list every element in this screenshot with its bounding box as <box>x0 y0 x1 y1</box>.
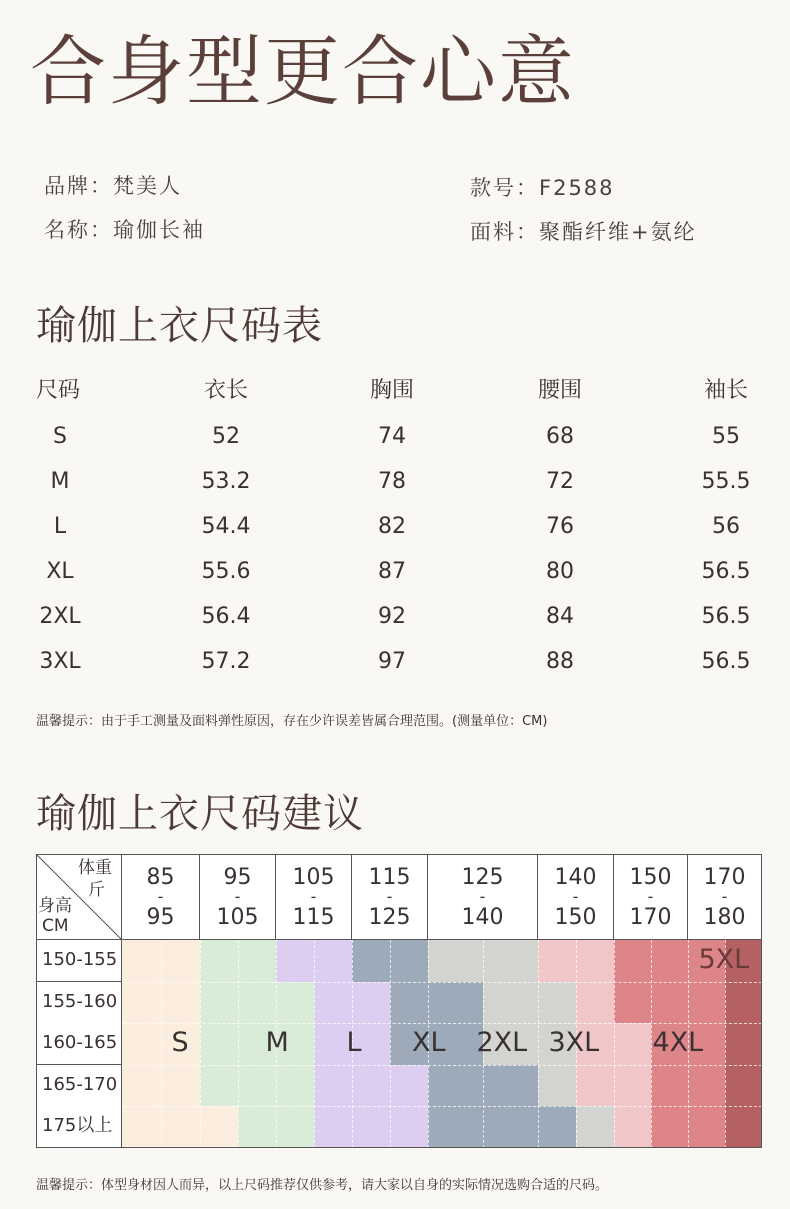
size-recommendation-grid <box>36 854 762 1148</box>
size-zone-cell <box>725 1065 762 1107</box>
grid-dash-vertical <box>314 940 315 1148</box>
size-zone-cell <box>483 982 538 1024</box>
size-zone-cell <box>314 1065 352 1107</box>
size-zone-cell <box>276 1106 314 1148</box>
column-header: 胸围 <box>369 378 414 403</box>
weight-header-cell <box>200 854 276 940</box>
grid-dash-horizontal <box>122 1065 762 1066</box>
table-cell: 84 <box>546 604 574 629</box>
name-value: 瑜伽长袖 <box>113 218 205 242</box>
page-title: 合身型更合心意 <box>30 27 576 116</box>
table-cell: 78 <box>378 469 406 494</box>
size-label-4xl: 4XL <box>652 1027 704 1059</box>
model-value: F2588 <box>539 176 615 200</box>
weight-range-line: 85 <box>146 865 175 890</box>
size-zone-cell <box>390 1106 428 1148</box>
weight-range-line: - <box>572 887 579 906</box>
weight-header-cell <box>122 854 200 940</box>
table-cell: 56 <box>712 514 740 539</box>
size-zone-cell <box>276 940 314 982</box>
size-zone-cell <box>238 1065 276 1107</box>
size-zone-cell <box>200 982 238 1024</box>
size-zone-cell <box>614 940 651 982</box>
weight-range-line: 180 <box>703 905 746 930</box>
weight-range-line: 125 <box>368 905 411 930</box>
column-header: 腰围 <box>537 378 582 403</box>
weight-header-cell <box>428 854 538 940</box>
weight-range-line: 115 <box>368 865 411 890</box>
table-cell: 55 <box>712 424 740 449</box>
size-zone-cell <box>352 982 390 1024</box>
weight-range-line: 150 <box>629 865 672 890</box>
weight-header-cell <box>276 854 352 940</box>
table-cell: 52 <box>212 424 240 449</box>
table-cell: 74 <box>378 424 406 449</box>
grid-dash-horizontal <box>122 1023 762 1024</box>
model-label: 款号： <box>470 176 539 200</box>
weight-range-line: 105 <box>216 905 259 930</box>
name-info <box>44 214 205 244</box>
height-row-label: 155-160 <box>36 982 122 1024</box>
size-zone-cell <box>314 940 352 982</box>
size-zone-cell <box>576 940 614 982</box>
table-row <box>0 504 790 549</box>
size-zone-cell <box>352 1106 390 1148</box>
size-zone-cell <box>614 1106 651 1148</box>
size-zone-cell <box>538 1065 576 1107</box>
recommendation-note: 温馨提示：体型身材因人而异，以上尺码推荐仅供参考，请大家以自身的实际情况选购合适的尺码。 <box>36 1178 609 1193</box>
table-cell: 87 <box>378 559 406 584</box>
table-cell: 56.5 <box>701 604 751 629</box>
weight-range-line: - <box>721 887 728 906</box>
size-zone-cell <box>122 1065 161 1107</box>
size-zone-cell <box>161 1065 200 1107</box>
grid-dash-vertical <box>390 940 391 1148</box>
table-cell: 72 <box>546 469 574 494</box>
table-cell: 97 <box>378 649 406 674</box>
size-zone-cell <box>538 982 576 1024</box>
table-cell: 3XL <box>39 649 81 674</box>
size-zone-cell <box>428 1106 483 1148</box>
size-zone-cell <box>200 1023 238 1065</box>
size-zone-cell <box>725 1106 762 1148</box>
size-zone-cell <box>688 1106 725 1148</box>
size-zone-cell <box>276 982 314 1024</box>
size-zone-cell <box>651 940 688 982</box>
table-cell: 53.2 <box>201 469 251 494</box>
size-label-m: M <box>265 1027 289 1059</box>
table-row <box>0 639 790 684</box>
grid-dash-horizontal <box>122 1106 762 1107</box>
weight-range-line: - <box>479 887 486 906</box>
size-zone-cell <box>122 1023 161 1065</box>
size-chart-header <box>0 368 790 413</box>
table-cell: 2XL <box>39 604 81 629</box>
column-header: 尺码 <box>36 378 81 403</box>
grid-dash-vertical <box>614 940 615 1148</box>
weight-range-line: 170 <box>629 905 672 930</box>
size-zone-cell <box>122 982 161 1024</box>
column-header: 袖长 <box>703 378 748 403</box>
size-zone-cell <box>428 1065 483 1107</box>
grid-dash-vertical <box>200 940 201 1148</box>
brand-label: 品牌： <box>44 174 113 198</box>
size-zone-cell <box>200 940 238 982</box>
grid-dash-vertical <box>538 940 539 1148</box>
grid-dash-horizontal <box>122 982 762 983</box>
table-cell: S <box>53 424 67 449</box>
size-zone-cell <box>200 1106 238 1148</box>
size-zone-cell <box>576 1065 614 1107</box>
size-chart-note: 温馨提示：由于手工测量及面料弹性原因，存在少许误差皆属合理范围。(测量单位：CM) <box>36 714 548 729</box>
weight-range-line: - <box>647 887 654 906</box>
table-cell: 56.5 <box>701 649 751 674</box>
table-cell: 56.5 <box>701 559 751 584</box>
size-zone-cell <box>200 1065 238 1107</box>
size-zone-cell <box>483 1065 538 1107</box>
weight-header-cell <box>614 854 688 940</box>
table-row <box>0 549 790 594</box>
weight-range-line: - <box>234 887 241 906</box>
size-zone-cell <box>161 982 200 1024</box>
weight-range-line: - <box>310 887 317 906</box>
size-label-s: S <box>171 1027 189 1059</box>
weight-header-cell <box>688 854 762 940</box>
size-zone-cell <box>352 1065 390 1107</box>
weight-range-line: 95 <box>146 905 175 930</box>
height-row-label: 175以上 <box>36 1106 122 1148</box>
size-zone-cell <box>614 1065 651 1107</box>
table-cell: 54.4 <box>201 514 251 539</box>
size-zone-cell <box>576 1106 614 1148</box>
size-label-3xl: 3XL <box>548 1027 600 1059</box>
table-cell: XL <box>46 559 74 584</box>
weight-range-line: - <box>157 887 164 906</box>
brand-info <box>44 170 182 200</box>
weight-range-line: 105 <box>292 865 335 890</box>
fabric-value: 聚酯纤维+氨纶 <box>539 220 697 244</box>
table-cell: 80 <box>546 559 574 584</box>
grid-dash-vertical <box>238 940 239 1148</box>
weight-range-line: 125 <box>461 865 504 890</box>
corner-height-label: 身高 <box>38 896 72 916</box>
size-zone-cell <box>238 1106 276 1148</box>
table-cell: 76 <box>546 514 574 539</box>
weight-range-line: 170 <box>703 865 746 890</box>
size-zone-cell <box>538 940 576 982</box>
size-zone-cell <box>725 1023 762 1065</box>
height-row-label: 160-165 <box>36 1023 122 1065</box>
size-zone-cell <box>651 1106 688 1148</box>
table-cell: 57.2 <box>201 649 251 674</box>
size-zone-cell <box>483 940 538 982</box>
size-zone-cell <box>538 1106 576 1148</box>
table-cell: 92 <box>378 604 406 629</box>
weight-range-line: - <box>386 887 393 906</box>
size-zone-cell <box>688 1065 725 1107</box>
size-label-5xl: 5XL <box>698 944 750 975</box>
grid-corner-cell <box>36 854 122 940</box>
weight-range-line: 140 <box>461 905 504 930</box>
size-zone-cell <box>122 1106 161 1148</box>
table-row <box>0 459 790 504</box>
size-chart-title: 瑜伽上衣尺码表 <box>36 303 323 349</box>
table-cell: 68 <box>546 424 574 449</box>
size-zone-cell <box>651 1065 688 1107</box>
table-row <box>0 414 790 459</box>
weight-header-cell <box>538 854 614 940</box>
name-label: 名称： <box>44 218 113 242</box>
size-zone-cell <box>614 982 651 1024</box>
weight-range-line: 140 <box>554 865 597 890</box>
weight-range-line: 150 <box>554 905 597 930</box>
table-cell: 55.5 <box>701 469 751 494</box>
corner-weight-unit: 斤 <box>88 880 105 900</box>
size-zone-cell <box>238 940 276 982</box>
size-zone-cell <box>483 1106 538 1148</box>
size-zone-cell <box>122 940 161 982</box>
grid-dash-vertical <box>161 940 162 1148</box>
model-info <box>470 172 615 202</box>
height-row-label: 165-170 <box>36 1065 122 1107</box>
height-row-label: 150-155 <box>36 940 122 982</box>
fabric-info <box>470 216 697 246</box>
size-zone-cell <box>651 982 688 1024</box>
table-cell: M <box>50 469 70 494</box>
size-label-xl: XL <box>412 1027 446 1059</box>
size-zone-cell <box>428 982 483 1024</box>
table-cell: L <box>53 514 67 539</box>
size-label-2xl: 2XL <box>476 1027 528 1059</box>
size-zone-cell <box>314 982 352 1024</box>
size-label-l: L <box>346 1027 362 1059</box>
table-cell: 82 <box>378 514 406 539</box>
size-zone-cell <box>161 940 200 982</box>
brand-value: 梵美人 <box>113 174 182 198</box>
table-cell: 55.6 <box>201 559 251 584</box>
table-cell: 88 <box>546 649 574 674</box>
fabric-label: 面料： <box>470 220 539 244</box>
table-row <box>0 594 790 639</box>
size-zone-cell <box>688 982 725 1024</box>
column-header: 衣长 <box>203 378 248 403</box>
size-zone-cell <box>238 982 276 1024</box>
recommendation-title: 瑜伽上衣尺码建议 <box>36 791 364 837</box>
size-zone-cell <box>390 982 428 1024</box>
weight-header-cell <box>352 854 428 940</box>
size-chart-table <box>0 368 790 688</box>
size-zone-cell <box>352 940 390 982</box>
size-zone-cell <box>725 982 762 1024</box>
weight-range-line: 115 <box>292 905 335 930</box>
size-zone-cell <box>614 1023 651 1065</box>
size-zone-cell <box>576 982 614 1024</box>
size-zone-cell <box>390 940 428 982</box>
size-zone-cell <box>314 1106 352 1148</box>
size-zone-cell <box>276 1065 314 1107</box>
corner-height-unit: CM <box>42 916 69 936</box>
size-zone-cell <box>428 940 483 982</box>
corner-weight-label: 体重 <box>78 858 112 878</box>
size-zone-cell <box>390 1065 428 1107</box>
size-zone-cell <box>161 1106 200 1148</box>
table-cell: 56.4 <box>201 604 251 629</box>
weight-range-line: 95 <box>223 865 252 890</box>
